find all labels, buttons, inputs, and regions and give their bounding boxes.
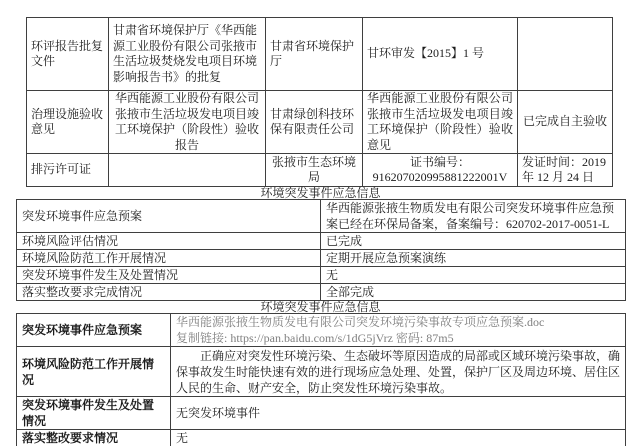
row-label-cell: 环评报告批复文件	[27, 18, 109, 91]
value-cell: 无	[171, 430, 626, 446]
emergency-plan-doc-name: 华西能源张掖生物质发电有限公司突发环境污染事故专项应急预案.doc	[176, 315, 545, 329]
document-cell: 甘肃省环境保护厅《华西能源工业股份有限公司张掖市生活垃圾焚烧发电项目环境影响报告书》的批复	[109, 18, 266, 91]
table-row	[17, 314, 626, 347]
table-row	[17, 233, 626, 250]
certificate-number-label: 证书编号：	[409, 154, 470, 169]
value-cell: 正确应对突发性环境污染、生态破坏等原因造成的局部或区域环境污染事故，确保事故发生时能快速有效的进行现场应急处理、处置，保护厂区及周边环境、居住区人民的生命、财产安全，防止突发性环境污染事故。	[171, 347, 626, 397]
document-cell: 华西能源工业股份有限公司张掖市生活垃圾发电项目竣工环境保护（阶段性）验收报告	[109, 91, 266, 154]
label-cell: 突发环境事件应急预案	[17, 200, 321, 233]
value-cell: 华西能源张掖生物质发电有限公司突发环境事件应急预案已经在环保局备案，备案编号：620702-2017-0051-L	[321, 200, 626, 233]
label-cell: 突发环境事件发生及处置情况	[17, 267, 321, 284]
baidu-pan-link[interactable]: 复制链接: https://pan.baidu.com/s/1dG5jVrz 密码: 87m5	[176, 331, 454, 345]
label-cell: 环境风险防范工作开展情况	[17, 347, 171, 397]
status-cell: 发证时间：2019 年 12 月 24 日	[518, 154, 613, 187]
approval-permit-table	[26, 17, 613, 187]
status-cell: 已完成自主验收	[518, 91, 613, 154]
label-cell: 突发环境事件应急预案	[17, 314, 171, 347]
table-row	[17, 284, 626, 301]
table-row	[17, 347, 626, 397]
label-cell: 环境风险防范工作开展情况	[17, 250, 321, 267]
detail-cell: 华西能源工业股份有限公司张掖市生活垃圾发电项目竣工环境保护（阶段性）验收意见	[363, 91, 518, 154]
document-cell	[109, 154, 266, 187]
detail-cell	[363, 154, 518, 187]
emergency-info-table-2	[16, 313, 626, 446]
table-row-eia-approval	[27, 18, 613, 91]
section-title-emergency-info-1: 环境突发事件应急信息	[260, 186, 381, 200]
section-title-emergency-info-2: 环境突发事件应急信息	[260, 300, 381, 314]
agency-cell: 甘肃省环境保护厅	[266, 18, 363, 91]
label-cell: 突发环境事件发生及处置情况	[17, 397, 171, 430]
value-cell: 定期开展应急预案演练	[321, 250, 626, 267]
table-row	[17, 250, 626, 267]
table-row	[17, 430, 626, 446]
value-cell: 无突发环境事件	[171, 397, 626, 430]
label-cell: 落实整改要求情况	[17, 430, 171, 446]
table-row	[17, 200, 626, 233]
table-row	[17, 267, 626, 284]
row-label-cell: 排污许可证	[27, 154, 109, 187]
detail-cell: 甘环审发【2015】1 号	[363, 18, 518, 91]
certificate-number-value: 916207020995881222001V	[372, 170, 508, 184]
label-cell: 环境风险评估情况	[17, 233, 321, 250]
table-row	[17, 397, 626, 430]
status-cell	[518, 18, 613, 91]
agency-cell: 张掖市生态环境局	[266, 154, 363, 187]
emergency-info-table-1	[16, 199, 626, 301]
row-label-cell: 治理设施验收意见	[27, 91, 109, 154]
value-cell: 已完成	[321, 233, 626, 250]
label-cell: 落实整改要求完成情况	[17, 284, 321, 301]
value-cell	[171, 314, 626, 347]
value-cell: 全部完成	[321, 284, 626, 301]
table-row-facility-acceptance	[27, 91, 613, 154]
value-cell: 无	[321, 267, 626, 284]
agency-cell: 甘肃绿创科技环保有限责任公司	[266, 91, 363, 154]
table-row-discharge-permit	[27, 154, 613, 187]
